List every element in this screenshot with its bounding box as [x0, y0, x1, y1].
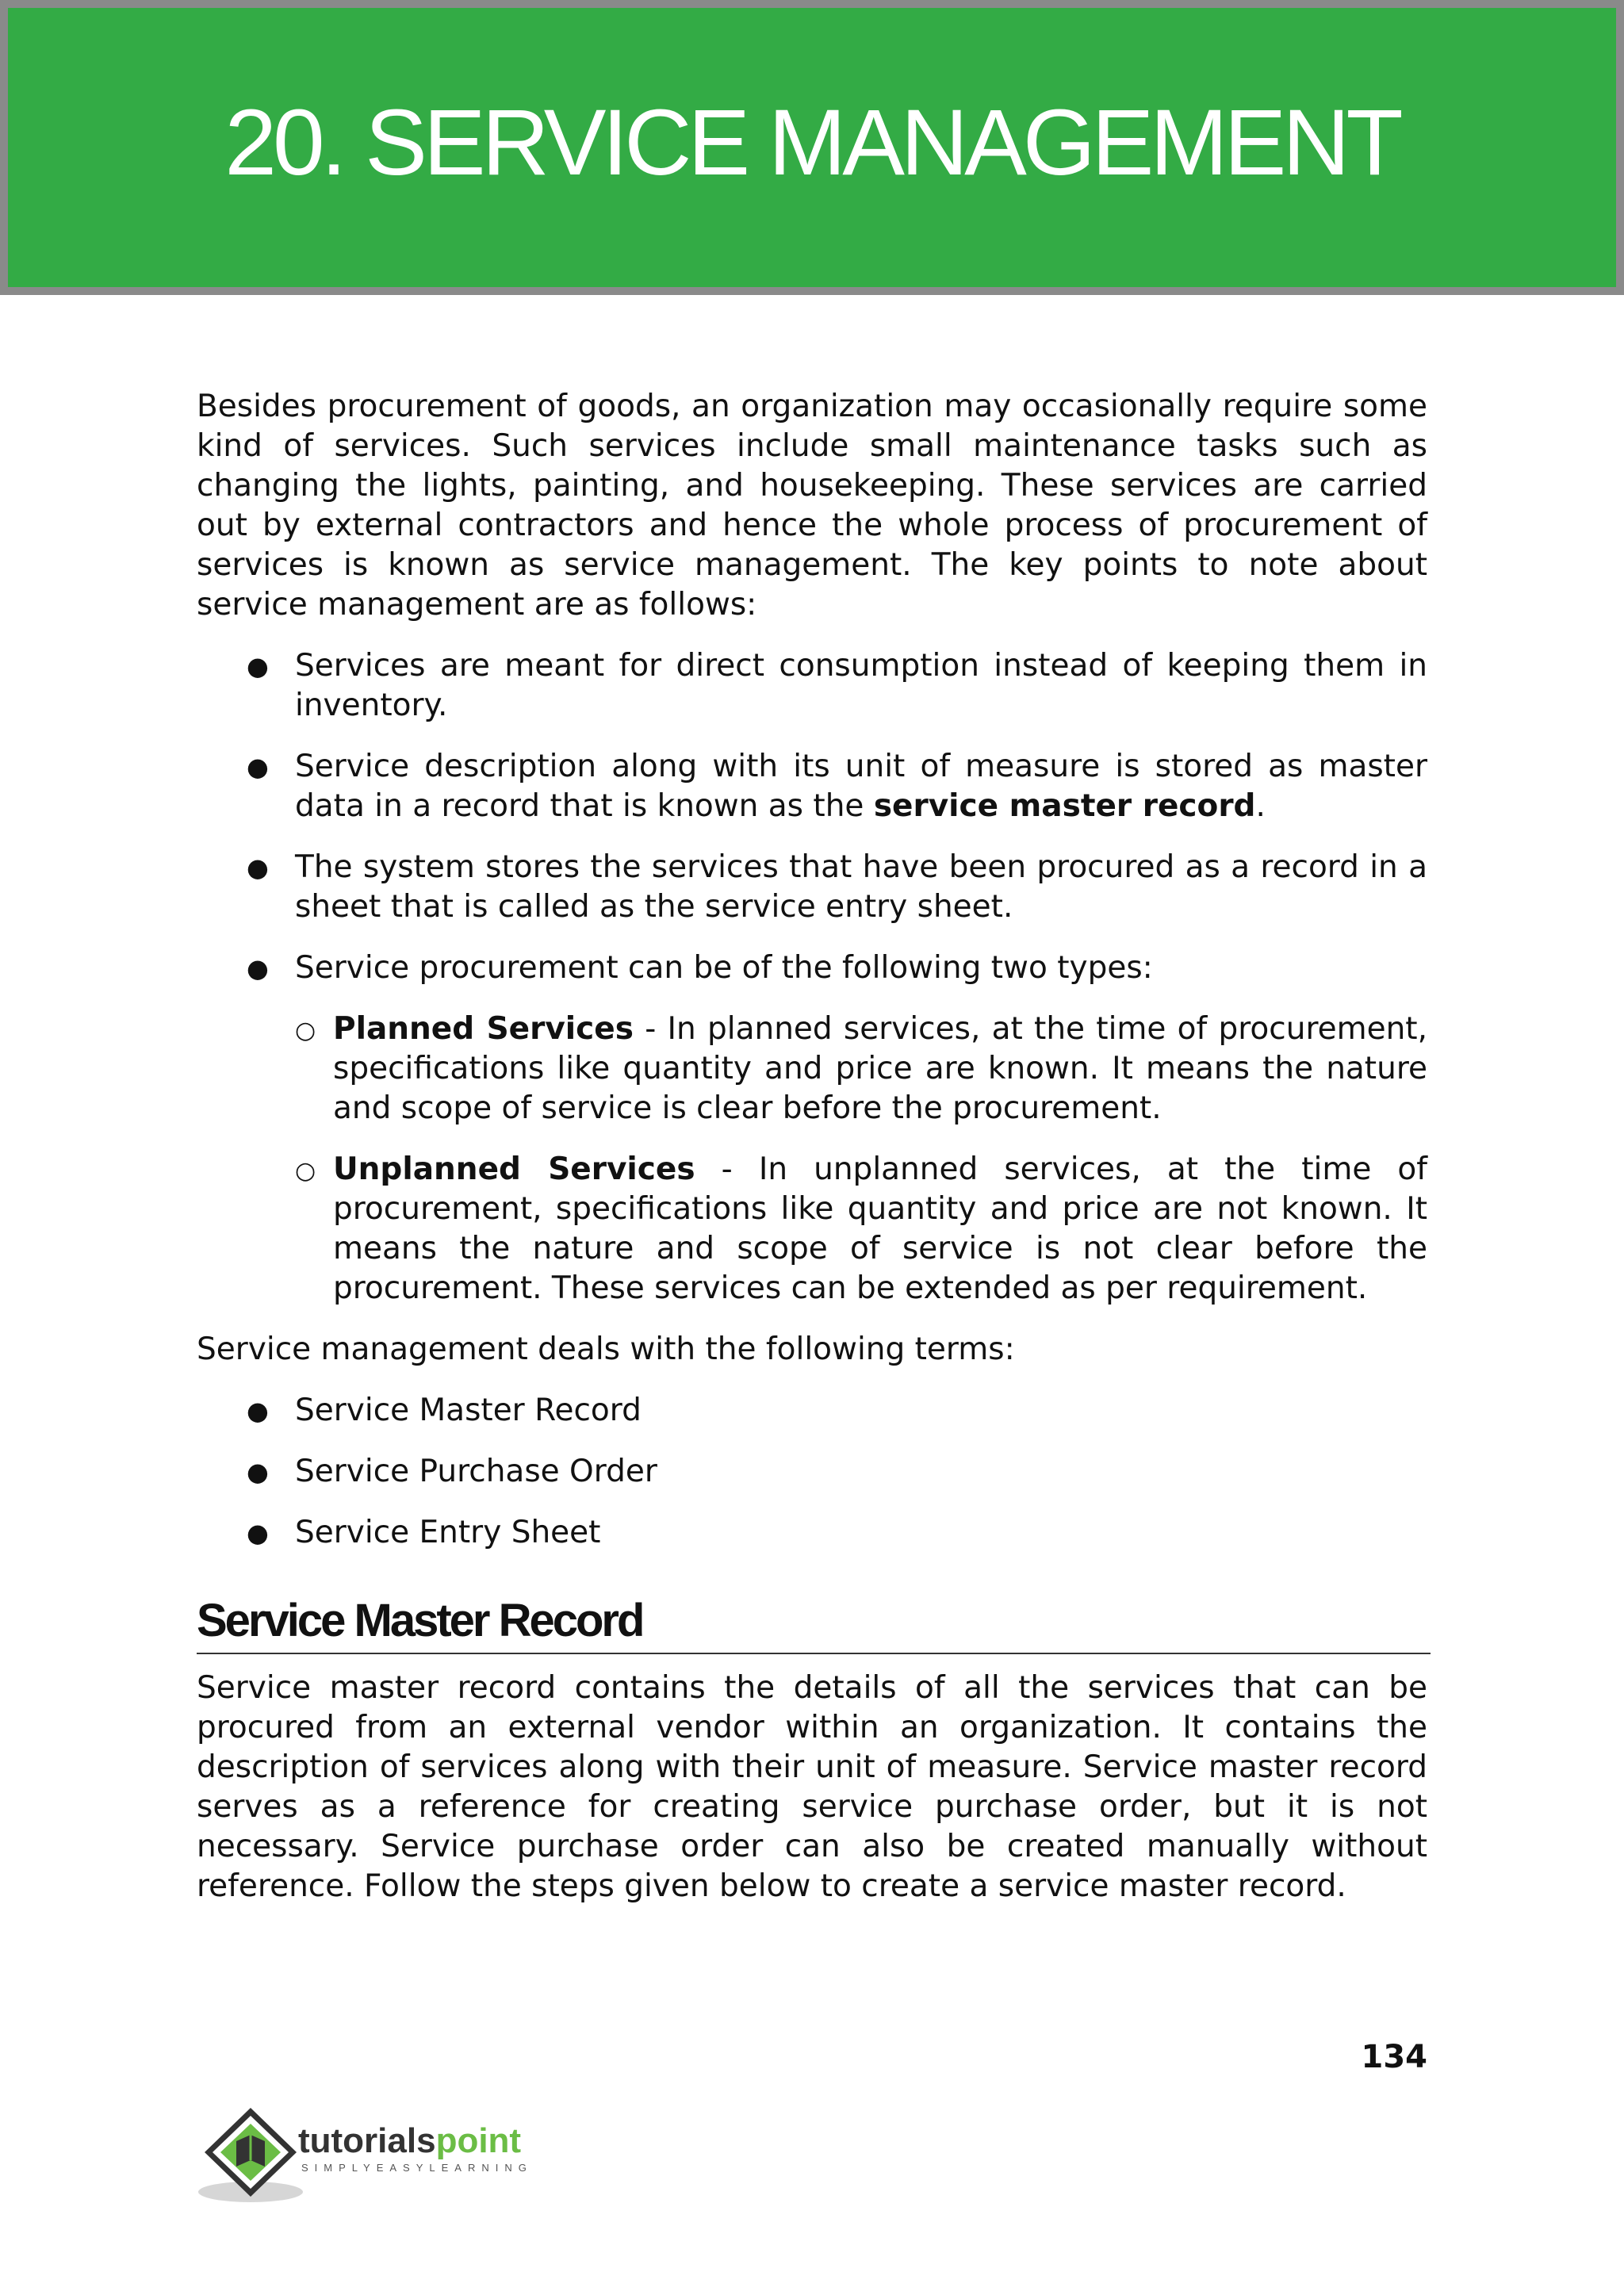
bullet-icon: ●: [247, 651, 269, 681]
planned-services-term: Planned Services: [333, 1011, 634, 1047]
list-item: [197, 1452, 1427, 1492]
sub-list-item: [197, 1010, 1427, 1128]
sub-list-item-text: - In unplanned services, at the time of procurement, specifications like quantity and price are not known. It means the nature and scope of service is not clear before the procurement. These services can be extended as per requirement.: [333, 1151, 1427, 1306]
logo-wordmark: [298, 2121, 521, 2160]
logo-word-point: point: [435, 2121, 522, 2160]
list-item-text: Service Master Record: [295, 1393, 642, 1428]
list-item-text: Service Purchase Order: [295, 1454, 657, 1489]
list-item: [197, 646, 1427, 726]
list-item-text: Service Entry Sheet: [295, 1515, 601, 1550]
chapter-banner-inner: [8, 8, 1616, 287]
bullet-icon: ●: [247, 852, 269, 883]
tutorialspoint-logo: [195, 2103, 568, 2206]
section-heading-rule: [197, 1591, 1431, 1654]
page-number: 134: [1361, 2039, 1427, 2075]
list-item: [197, 1391, 1427, 1431]
section-heading: Service Master Record: [197, 1595, 643, 1646]
page-content: [197, 387, 1427, 1906]
chapter-title: 20. SERVICE MANAGEMENT: [224, 90, 1400, 195]
bullet-icon: ●: [247, 1457, 269, 1487]
list-item-text: Service procurement can be of the following two types:: [295, 950, 1153, 986]
list-item-text-end: .: [1255, 788, 1266, 824]
key-points-list: [197, 646, 1427, 1308]
list-item-text: Service description along with its unit of measure is stored as master data in a record that is known as the: [295, 749, 1427, 824]
list-item-text: Services are meant for direct consumption instead of keeping them in inventory.: [295, 648, 1427, 723]
bullet-icon: ●: [247, 1396, 269, 1426]
list-item: [197, 747, 1427, 826]
service-master-record-term: service master record: [873, 788, 1256, 824]
intro-paragraph: Besides procurement of goods, an organization may occasionally require some kind of services. Such services include small maintenance tasks such as changing the lights, painting, and housekeeping. These services are carried out by external contractors and hence the whole process of procurement of services is known as service management. The key points to note about service management are as follows:: [197, 389, 1427, 623]
section-paragraph: Service master record contains the details of all the services that can be procured from an external vendor within an organization. It contains the description of services along with their unit of measure. Service master record serves as a reference for creating service purchase order, but it is not necessary. Service purchase order can also be created manually without reference. Follow the steps given below to create a service master record.: [197, 1670, 1427, 1904]
list-item: [197, 848, 1427, 927]
list-item: [197, 948, 1427, 1308]
circle-bullet-icon: ○: [295, 1157, 316, 1185]
unplanned-services-term: Unplanned Services: [333, 1151, 695, 1187]
logo-word-tutorials: tutorials: [298, 2121, 436, 2160]
chapter-banner: [0, 0, 1624, 295]
terms-list: [197, 1391, 1427, 1553]
bullet-icon: ●: [247, 752, 269, 782]
terms-intro: Service management deals with the following terms:: [197, 1331, 1015, 1367]
bullet-icon: ●: [247, 953, 269, 983]
sub-list-item-text: - In planned services, at the time of procurement, specifications like quantity and price are known. It means the nature and scope of service is clear before the procurement.: [333, 1011, 1428, 1126]
service-types-list: [295, 1010, 1427, 1308]
list-item-text: The system stores the services that have been procured as a record in a sheet that is called as the service entry sheet.: [295, 849, 1427, 925]
sub-list-item: [197, 1150, 1427, 1308]
logo-tagline: SIMPLYEASYLEARNING: [301, 2162, 533, 2174]
circle-bullet-icon: ○: [295, 1017, 316, 1044]
list-item: [197, 1513, 1427, 1553]
bullet-icon: ●: [247, 1518, 269, 1548]
